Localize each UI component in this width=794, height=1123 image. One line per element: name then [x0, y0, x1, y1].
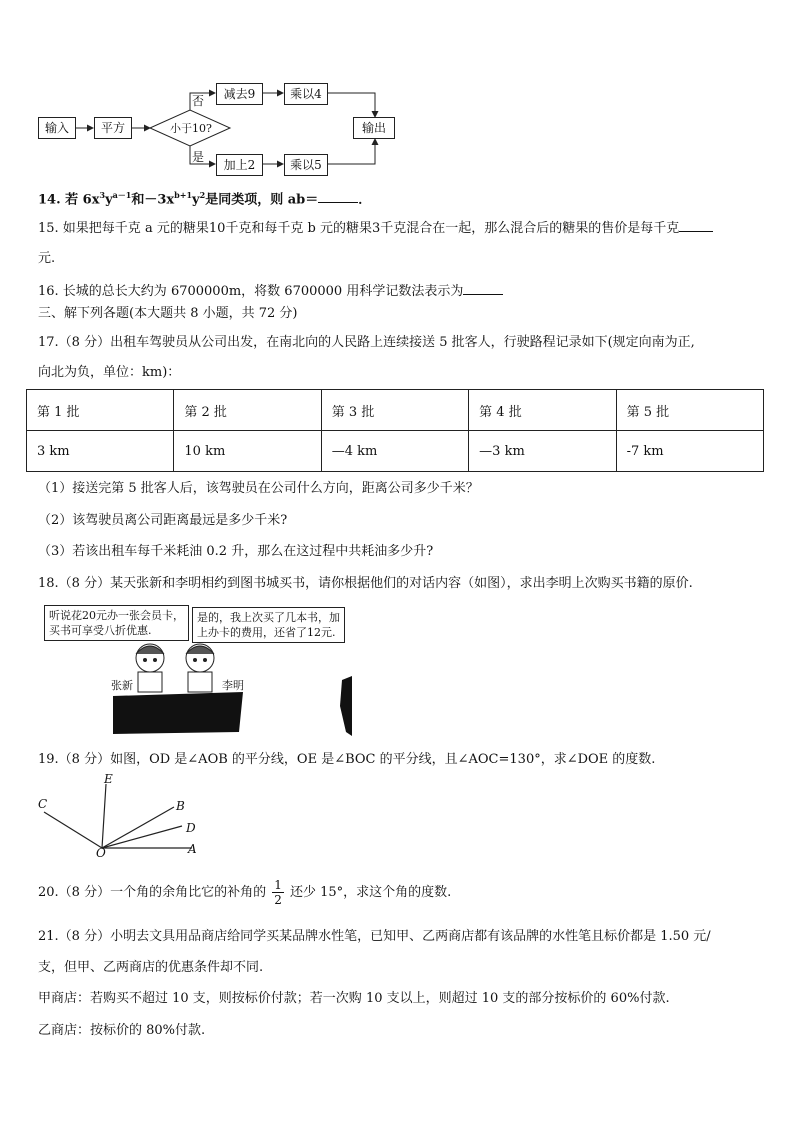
table-header-cell: 第 3 批 [321, 390, 468, 431]
q21-line3: 甲商店：若购买不超过 10 支，则按标价付款；若一次购 10 支以上，则超过 10 支的部分按标价的 60%付款. [38, 991, 670, 1006]
point-label-O: O [96, 846, 106, 860]
table-cell: 3 km [27, 431, 174, 472]
point-label-E: E [104, 772, 113, 786]
q14-number: 14. [38, 192, 61, 208]
q21-line1: 21.（8 分）小明去文具用品商店给同学买某品牌水性笔，已知甲、乙两商店都有该品牌的水性笔且标价都是 1.50 元/ [38, 929, 711, 944]
point-label-D: D [186, 821, 196, 835]
q21-line2: 支，但甲、乙两商店的优惠条件却不同. [38, 960, 264, 975]
flow-input: 输入 [38, 117, 76, 139]
point-label-A: A [188, 842, 197, 856]
q17-sub1: （1）接送完第 5 批客人后，该驾驶员在公司什么方向，距离公司多少千米？ [38, 481, 479, 496]
q15-answer-blank [679, 219, 713, 232]
q17-sub3: （3）若该出租车每千米耗油 0.2 升，那么在这过程中共耗油多少升? [38, 544, 434, 559]
name-label-right: 李明 [222, 679, 244, 692]
flow-mul4: 乘以4 [284, 83, 328, 105]
table-header-row [27, 390, 764, 431]
q14-answer-blank [318, 190, 358, 203]
flow-yes-label: 是 [192, 150, 205, 164]
q17-table [26, 389, 764, 472]
question-15 [38, 219, 713, 238]
q21-line4: 乙商店：按标价的 80%付款. [38, 1023, 206, 1038]
q16-answer-blank [463, 282, 503, 295]
table-cell: -7 km [616, 431, 763, 472]
question-14: 14. 若 $6x^3y^{a-1}$和$-3x^{b+1}y^2$是同类项，则 ab＝ ． [38, 190, 372, 208]
table-cell: 10 km [174, 431, 321, 472]
q16-text: 16. 长城的总长大约为 6700000m，将数 6700000 用科学记数法表示为 [38, 284, 464, 299]
fraction-half: $\frac{1}{2}$ [274, 878, 282, 907]
angle-diagram [30, 770, 210, 865]
table-cell: —3 km [469, 431, 616, 472]
flow-add2: 加上2 [216, 154, 263, 176]
speech-bubble-right: 是的，我上次买了几本书，加 上办卡的费用，还省了12元. [192, 607, 345, 643]
q17-sub2: （2）该驾驶员离公司距离最远是多少千米? [38, 513, 288, 528]
table-header-cell: 第 4 批 [469, 390, 616, 431]
q15-line1: 15. 如果把每千克 a 元的糖果10千克和每千克 b 元的糖果3千克混合在一起，那么混合后的糖果的售价是每千克 [38, 221, 680, 236]
q17-line1: 17.（8 分）出租车驾驶员从公司出发，在南北向的人民路上连续接送 5 批客人，行驶路程记录如下(规定向南为正, [38, 335, 695, 350]
question-16 [38, 282, 503, 301]
q15-line2: 元. [38, 251, 56, 266]
q19-text: 19.（8 分）如图，OD 是∠AOB 的平分线，OE 是∠BOC 的平分线，且∠AOC=130°，求∠DOE 的度数. [38, 752, 656, 767]
q18-text: 18.（8 分）某天张新和李明相约到图书城买书，请你根据他们的对话内容（如图），求出李明上次购买书籍的原价. [38, 576, 693, 591]
flow-output: 输出 [353, 117, 395, 139]
speech-bubble-left: 听说花20元办一张会员卡， 买书可享受八折优惠. [44, 605, 189, 641]
table-row [27, 431, 764, 472]
q17-line2: 向北为负，单位：km)： [38, 365, 181, 380]
table-header-cell: 第 1 批 [27, 390, 174, 431]
table-header-cell: 第 2 批 [174, 390, 321, 431]
table-cell: —4 km [321, 431, 468, 472]
question-20: 20.（8 分）一个角的余角比它的补角的 $\frac{1}{2}$ 还少 15°，求这个角的度数. [38, 878, 452, 907]
point-label-C: C [38, 797, 48, 811]
flow-decision-label: 小于10? [170, 122, 212, 135]
flow-no-label: 否 [192, 94, 205, 108]
name-label-left: 张新 [111, 679, 133, 692]
image-fragment [336, 676, 356, 738]
section-3-title: 三、解下列各题(本大题共 8 小题，共 72 分) [38, 306, 298, 321]
flowchart-arrows [0, 0, 794, 175]
flow-mul5: 乘以5 [284, 154, 328, 176]
table-header-cell: 第 5 批 [616, 390, 763, 431]
flow-sub9: 减去9 [216, 83, 263, 105]
point-label-B: B [176, 799, 185, 813]
flow-square: 平方 [94, 117, 132, 139]
